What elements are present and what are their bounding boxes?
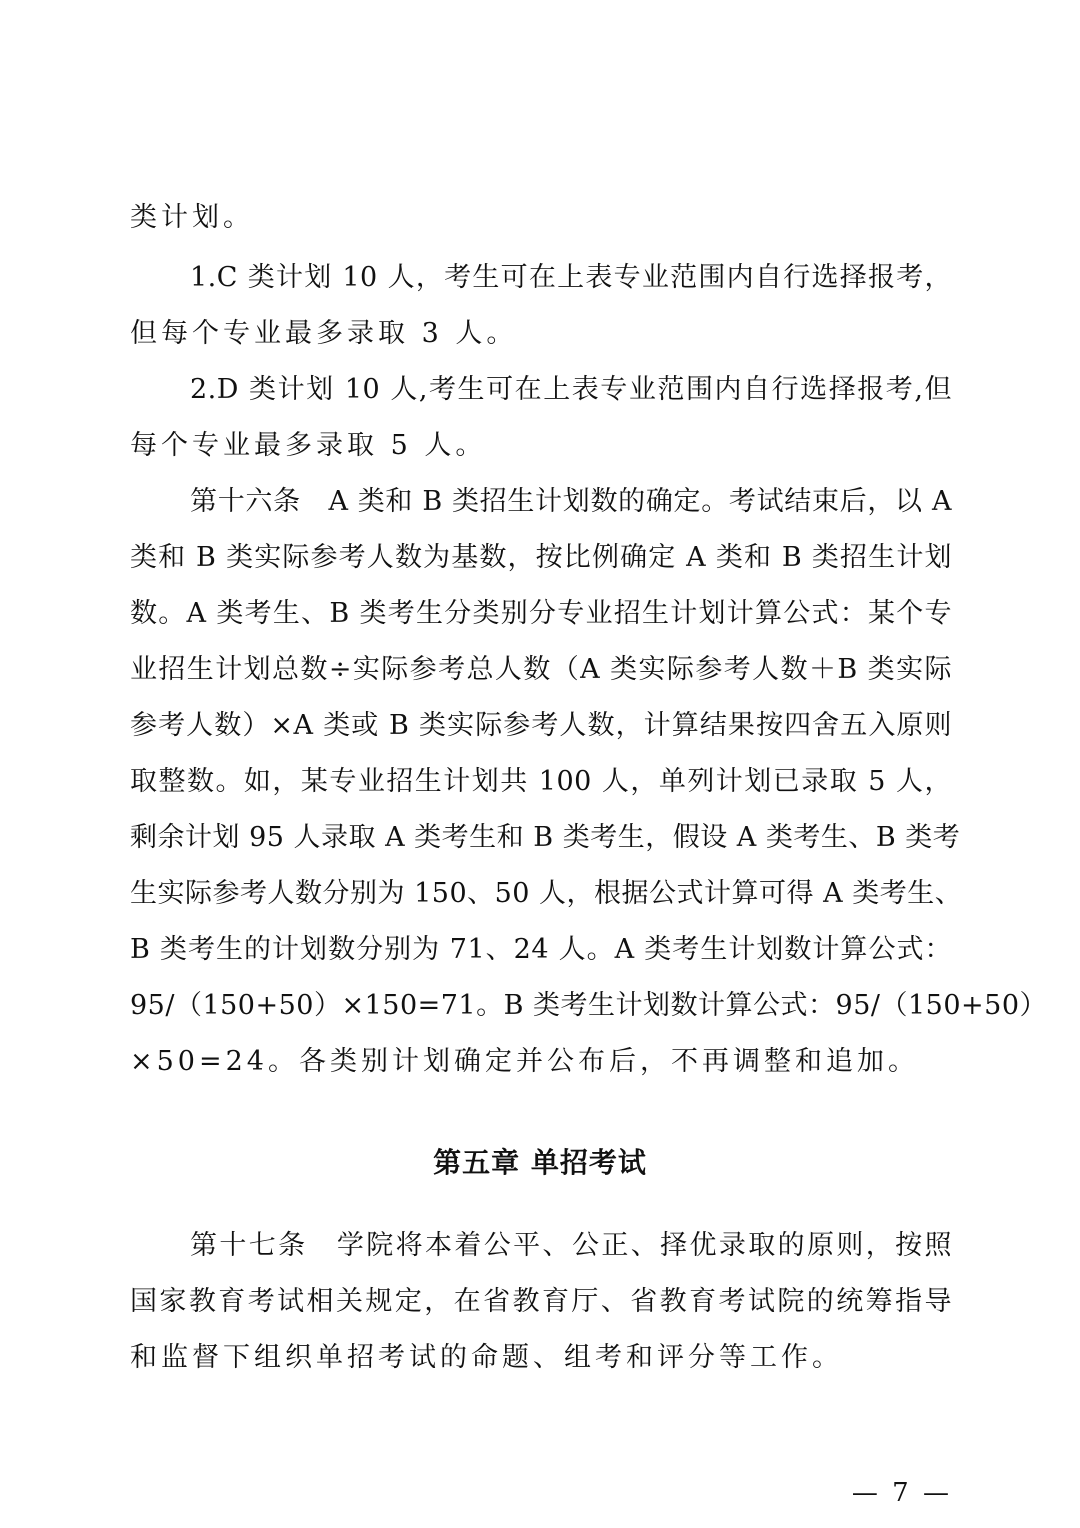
article-17-line: 第十七条 学院将本着公平、公正、择优录取的原则，按照 xyxy=(190,1230,952,1261)
paragraph-line: 生实际参考人数分别为 150、50 人，根据公式计算可得 A 类考生、 xyxy=(130,878,963,909)
paragraph-line: 每个专业最多录取 5 人。 xyxy=(130,430,487,461)
paragraph-line: 数。A 类考生、B 类考生分类别分专业招生计划计算公式：某个专 xyxy=(130,598,952,629)
chapter-title: 第五章 单招考试 xyxy=(433,1146,647,1179)
article-16-line: 第十六条 A 类和 B 类招生计划数的确定。考试结束后，以 A xyxy=(190,486,952,517)
paragraph-line: 剩余计划 95 人录取 A 类考生和 B 类考生，假设 A 类考生、B 类考 xyxy=(130,822,961,853)
paragraph-line: B 类考生的计划数分别为 71、24 人。A 类考生计划数计算公式： xyxy=(130,934,952,965)
paragraph-line: 和监督下组织单招考试的命题、组考和评分等工作。 xyxy=(130,1342,843,1373)
paragraph-line: 95/（150+50）×150=71。B 类考生计划数计算公式：95/（150+50） xyxy=(130,990,1047,1021)
page-number: — 7 — xyxy=(851,1478,952,1508)
paragraph-line: 1.C 类计划 10 人，考生可在上表专业范围内自行选择报考， xyxy=(190,262,952,293)
paragraph-line: 类计划。 xyxy=(130,202,254,233)
paragraph-line: 业招生计划总数÷实际参考总人数（A 类实际参考人数＋B 类实际 xyxy=(130,654,952,685)
paragraph-line: 参考人数）×A 类或 B 类实际参考人数，计算结果按四舍五入原则 xyxy=(130,710,952,741)
paragraph-line: 取整数。如，某专业招生计划共 100 人，单列计划已录取 5 人， xyxy=(130,766,952,797)
paragraph-line: ×50=24。各类别计划确定并公布后，不再调整和追加。 xyxy=(130,1046,919,1077)
paragraph-line: 类和 B 类实际参考人数为基数，按比例确定 A 类和 B 类招生计划 xyxy=(130,542,952,573)
paragraph-line: 2.D 类计划 10 人,考生可在上表专业范围内自行选择报考,但 xyxy=(190,374,952,405)
paragraph-line: 但每个专业最多录取 3 人。 xyxy=(130,318,518,349)
paragraph-line: 国家教育考试相关规定，在省教育厅、省教育考试院的统筹指导 xyxy=(130,1286,952,1317)
